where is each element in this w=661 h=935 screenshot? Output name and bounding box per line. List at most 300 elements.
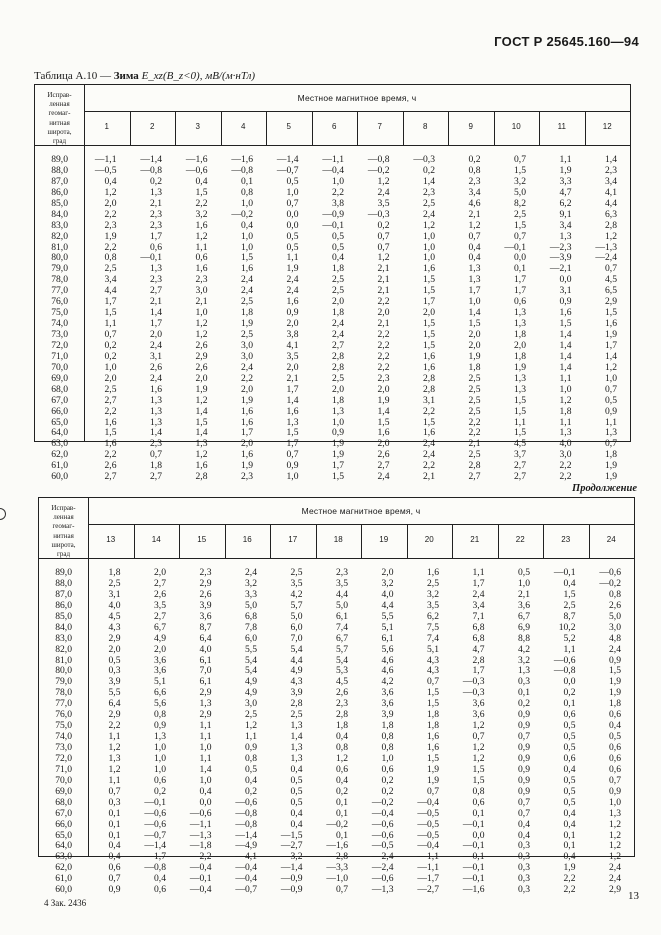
table-cell: 1,3 [514, 318, 526, 330]
table-cell: 4,5 [514, 438, 526, 450]
table-cell: 1,1 [199, 731, 212, 743]
table-cell: 0,4 [108, 851, 121, 863]
table-cell: 2,8 [332, 361, 344, 373]
table-cell: 1,9 [609, 676, 621, 688]
table-cell: 1,0 [518, 577, 530, 589]
table-cell: —1,3 [371, 884, 394, 896]
table-cell: 1,7 [514, 274, 526, 286]
table-cell: 2,4 [377, 471, 390, 483]
table-cell: 2,3 [605, 164, 617, 176]
table-cell: 3,2 [518, 654, 530, 666]
table-cell: 2,2 [104, 208, 117, 220]
table-cell: 0,6 [381, 763, 394, 775]
table-cell: 0,5 [563, 774, 576, 786]
table-cell: 1,2 [377, 252, 390, 264]
table-cell: 3,9 [381, 709, 394, 721]
latitude-header-line: широта, [51, 540, 76, 549]
table-cell: 0,8 [609, 588, 621, 600]
table-cell: 4,0 [199, 643, 212, 655]
table-cell: 2,5 [290, 709, 303, 721]
table-cell: 6,1 [381, 632, 394, 644]
table-cell: 1,1 [108, 731, 121, 743]
table-cell: 1,6 [241, 416, 253, 428]
table-cell: 5,5 [108, 687, 121, 699]
table-cell: 0,4 [563, 851, 576, 863]
latitude-value: 60,0 [51, 471, 68, 483]
table-cell: 0,9 [518, 763, 530, 775]
time-span-header: Местное магнитное время, ч [297, 93, 417, 103]
value-column [543, 568, 576, 896]
table-cell: 2,5 [332, 285, 344, 297]
table-cell: 2,4 [332, 318, 344, 330]
table-cell: 2,0 [381, 567, 394, 578]
table-cell: 3,6 [518, 599, 530, 611]
table-cell: 2,1 [150, 296, 162, 308]
table-cell: 0,7 [104, 329, 117, 340]
table-cell: 2,5 [290, 567, 303, 578]
table-cell: 1,9 [605, 460, 617, 472]
table-cell: 4,0 [381, 588, 394, 600]
table-cell: 0,4 [290, 763, 303, 775]
table-cell: 2,1 [468, 438, 481, 450]
hour-label: 4 [241, 122, 246, 131]
table-cell: —0,6 [235, 796, 257, 808]
latitude-value: 78,0 [51, 274, 68, 286]
table-cell: 1,0 [195, 307, 208, 319]
table-cell: 2,3 [150, 208, 162, 220]
table-cell: 1,6 [423, 361, 435, 373]
table-cell: 2,4 [245, 567, 257, 578]
table-cell: 0,1 [514, 263, 526, 275]
table-cell: 4,0 [108, 599, 121, 611]
table-cell: 8,2 [514, 197, 526, 209]
table-cell: 1,6 [104, 416, 117, 428]
table-cell: 2,2 [559, 471, 572, 483]
table-cell: 0,1 [108, 807, 121, 819]
table-cell: 1,2 [195, 394, 208, 406]
value-column [84, 155, 117, 483]
table-cell: 0,2 [377, 219, 390, 231]
table-cell: 9,1 [559, 208, 572, 220]
table-cell: 0,2 [245, 785, 257, 797]
table-cell: 0,1 [241, 175, 253, 187]
table-cell: 2,0 [154, 643, 166, 655]
table-cell: —1,4 [140, 154, 162, 165]
table-cell: 1,5 [423, 416, 435, 428]
latitude-value: 75,0 [51, 307, 68, 319]
value-column [403, 155, 436, 483]
latitude-value: 64,0 [55, 840, 72, 852]
table-cell: 4,4 [104, 285, 117, 297]
table-cell: —2,8 [326, 851, 348, 863]
table-cell: 6,5 [605, 285, 617, 297]
table-cell: —1,3 [189, 829, 212, 841]
table-cell: 3,1 [423, 394, 435, 406]
table-cell: 4,5 [108, 610, 121, 622]
table-cell: 0,9 [609, 785, 621, 797]
latitude-value: 68,0 [51, 383, 68, 395]
table-cell: 1,8 [332, 394, 344, 406]
table-cell: —1,6 [462, 884, 485, 896]
table-cell: 2,8 [468, 460, 481, 472]
table-cell: 0,8 [245, 752, 257, 764]
table-cell: 8,7 [199, 621, 212, 633]
table-cell: 1,6 [427, 731, 439, 743]
table-cell: 1,8 [427, 720, 439, 732]
value-column [448, 155, 481, 483]
table-cell: —1,4 [276, 154, 299, 165]
table-cell: 1,7 [286, 383, 299, 395]
table-cell: 0,9 [154, 720, 166, 732]
table-cell: 2,4 [423, 449, 435, 461]
table-cell: —2,7 [417, 884, 439, 896]
table-cell: 2,1 [377, 263, 390, 275]
table-cell: 2,2 [468, 427, 481, 439]
table-cell: 1,3 [108, 752, 121, 764]
table-cell: 0,2 [423, 164, 435, 176]
table-cell: 1,2 [609, 840, 621, 852]
table-cell: 1,9 [332, 438, 344, 450]
table-cell: 1,8 [427, 709, 439, 721]
table-cell: —0,8 [231, 164, 253, 176]
table-cell: 6,9 [518, 621, 530, 633]
table-cell: —2,2 [189, 851, 212, 863]
table-cell: —0,6 [371, 818, 394, 830]
table-cell: 1,9 [332, 449, 344, 461]
table-cell: 3,0 [245, 698, 257, 710]
table-cell: 1,3 [559, 427, 572, 439]
table-cell: 2,3 [423, 186, 435, 198]
table-cell: 2,6 [104, 460, 117, 472]
table-cell: 0,1 [336, 829, 348, 841]
table-cell: 0,6 [609, 742, 621, 753]
table-cell: 5,0 [336, 599, 348, 611]
latitude-header-line: геомаг- [48, 109, 71, 118]
table-cell: 5,0 [245, 599, 257, 611]
latitude-value: 81,0 [55, 654, 72, 666]
table-cell: 0,2 [154, 785, 166, 797]
table-cell: 5,5 [245, 643, 257, 655]
table-cell: 1,0 [609, 796, 621, 808]
table-cell: 2,8 [290, 698, 303, 710]
table-cell: 3,0 [241, 350, 253, 362]
table-cell: 1,1 [559, 416, 572, 428]
table-cell: 1,4 [559, 361, 572, 373]
table-cell: 1,2 [245, 720, 257, 732]
table-cell: 1,5 [423, 318, 435, 330]
table-cell: 7,1 [472, 610, 485, 622]
latitude-value: 84,0 [51, 208, 68, 220]
latitude-value: 79,0 [55, 676, 72, 688]
table-cell: 0,7 [427, 676, 439, 688]
table-cell: 2,6 [377, 449, 390, 461]
latitude-header-line: широта, [47, 127, 72, 136]
table-cell: 2,1 [377, 274, 390, 286]
table-cell: 1,7 [332, 460, 344, 472]
table-cell: 1,2 [472, 742, 485, 753]
table-cell: 1,9 [104, 230, 117, 242]
table-cell: —0,6 [553, 654, 576, 666]
table-cell: 0,0 [559, 274, 572, 286]
value-column [407, 568, 440, 896]
table-cell: 8,8 [518, 632, 530, 644]
table-cell: 1,0 [332, 416, 344, 428]
table-cell: 3,0 [241, 339, 253, 351]
table-cell: 1,0 [423, 230, 435, 242]
table-cell: 1,6 [559, 307, 572, 319]
table-cell: 1,6 [195, 219, 208, 231]
table-cell: 0,9 [518, 752, 530, 764]
table-cell: 4,7 [559, 186, 572, 198]
table-cell: 2,5 [468, 372, 481, 384]
table-cell: 1,8 [150, 460, 162, 472]
table-cell: 2,5 [104, 383, 117, 395]
table-cell: 1,5 [332, 471, 344, 483]
table-cell: 1,3 [154, 731, 166, 743]
table-cell: 2,1 [468, 208, 481, 220]
hour-label: 17 [288, 535, 298, 544]
table-cell: 1,8 [332, 263, 344, 275]
table-cell: 3,8 [332, 197, 344, 209]
table-cell: 1,3 [468, 274, 481, 286]
hour-label: 18 [333, 535, 343, 544]
table-cell: 2,2 [559, 460, 572, 472]
table-cell: 1,0 [241, 197, 253, 209]
table-cell: 1,2 [609, 829, 621, 841]
latitude-value: 80,0 [55, 665, 72, 677]
table-cell: 2,6 [609, 599, 621, 611]
footer-order-note: 4 Зак. 2436 [44, 898, 87, 908]
table-cell: 3,5 [154, 599, 166, 611]
table-cell: 5,4 [245, 665, 257, 677]
table-cell: 4,5 [336, 676, 348, 688]
table-cell: 2,9 [108, 632, 121, 644]
table-cell: 2,6 [150, 361, 162, 373]
table-cell: 0,2 [518, 698, 530, 710]
table-cell: 1,9 [605, 471, 617, 483]
table-cell: 2,7 [104, 471, 117, 483]
table-cell: —0,8 [235, 807, 257, 819]
table-cell: 0,7 [518, 796, 530, 808]
table-cell: 0,9 [609, 654, 621, 666]
latitude-value: 82,0 [55, 643, 72, 655]
table-cell: 3,0 [195, 285, 208, 297]
table-cell: 1,0 [423, 241, 435, 253]
table-cell: 0,7 [472, 731, 485, 743]
table-cell: —0,8 [553, 665, 576, 677]
table-cell: —1,1 [189, 818, 212, 830]
table-cell: 0,4 [518, 829, 530, 841]
table-cell: —0,6 [189, 807, 212, 819]
table-cell: 3,3 [245, 588, 257, 600]
table-cell: —0,2 [326, 818, 348, 830]
table-cell: 2,2 [195, 197, 208, 209]
table-cell: —2,1 [549, 263, 572, 275]
table-cell: 2,2 [423, 460, 435, 472]
table-cell: 1,2 [559, 394, 572, 406]
table-cell: 1,0 [286, 186, 299, 198]
table-cell: —0,4 [235, 862, 257, 874]
table-cell: —2,4 [371, 851, 394, 863]
table-cell: 2,1 [195, 296, 208, 308]
table-cell: —0,4 [189, 884, 212, 896]
table-cell: 1,3 [514, 307, 526, 319]
table-cell: 0,2 [104, 339, 117, 351]
latitude-header-line: геомаг- [52, 522, 75, 531]
table-cell: 6,1 [199, 676, 212, 688]
table-cell: 0,5 [563, 785, 576, 797]
table-cell: 5,1 [427, 643, 439, 655]
latitude-header-line: нитная [49, 118, 70, 127]
table-cell: 0,9 [518, 774, 530, 786]
table-cell: 1,5 [514, 394, 526, 406]
table-cell: 2,7 [468, 471, 481, 483]
table-cell: 0,9 [286, 307, 299, 319]
table-cell: 2,3 [336, 698, 348, 710]
table-cell: 1,0 [199, 774, 212, 786]
table-cell: 2,1 [423, 471, 435, 483]
table-cell: 4,5 [605, 274, 617, 286]
table-cell: 0,4 [199, 785, 212, 797]
table-cell: 2,8 [336, 709, 348, 721]
table-cell: 1,9 [241, 394, 253, 406]
latitude-value: 74,0 [55, 731, 72, 743]
value-column [361, 568, 394, 896]
table-cell: 1,2 [468, 219, 481, 231]
table-cell: 4,0 [559, 438, 572, 450]
table-cell: 0,3 [108, 665, 121, 677]
table-cell: 1,4 [150, 307, 162, 319]
table-cell: 1,9 [195, 383, 208, 395]
table-cell: 5,0 [290, 610, 303, 622]
latitude-header [39, 504, 88, 559]
table-cell: 1,9 [514, 361, 526, 373]
table-cell: 2,5 [468, 394, 481, 406]
table-cell: 0,9 [605, 405, 617, 417]
table-cell: 0,7 [108, 873, 121, 885]
latitude-value: 71,0 [51, 350, 68, 362]
table-cell: 0,1 [563, 698, 576, 710]
table-cell: 1,9 [605, 329, 617, 340]
latitude-value: 88,0 [55, 577, 72, 589]
table-cell: 1,4 [605, 154, 617, 165]
table-cell: 3,2 [514, 175, 526, 187]
table-cell: 6,8 [472, 632, 485, 644]
table-hours-1-12 [34, 84, 631, 483]
table-cell: —1,5 [280, 829, 303, 841]
table-cell: 1,0 [199, 742, 212, 753]
table-cell: 6,7 [336, 632, 348, 644]
table-cell: 1,4 [195, 405, 208, 417]
table-cell: 2,2 [563, 884, 576, 896]
table-cell: 1,5 [427, 752, 439, 764]
table-cell: 0,4 [241, 219, 253, 231]
table-cell: 0,6 [563, 752, 576, 764]
table-cell: 0,5 [563, 731, 576, 743]
table-cell: 0,4 [468, 241, 481, 253]
table-cell: 0,7 [518, 731, 530, 743]
table-cell: —0,4 [417, 796, 439, 808]
hour-label: 16 [242, 535, 252, 544]
table-cell: 2,6 [336, 687, 348, 699]
table-cell: 1,6 [195, 263, 208, 275]
table-cell: 2,4 [241, 361, 253, 373]
table-cell: 1,4 [286, 394, 299, 406]
table-cell: 1,0 [104, 361, 117, 373]
table-cell: 1,8 [336, 720, 348, 732]
table-cell: 0,6 [108, 862, 121, 874]
table-cell: 1,8 [241, 307, 253, 319]
table-cell: 1,1 [104, 318, 117, 330]
table-cell: 3,6 [381, 687, 394, 699]
table-cell: 3,2 [381, 577, 394, 589]
table-cell: 2,2 [104, 449, 117, 461]
table-cell: 2,5 [468, 405, 481, 417]
table-cell: 0,4 [609, 720, 621, 732]
table-cell: 0,2 [381, 785, 394, 797]
latitude-value: 65,0 [51, 416, 68, 428]
table-cell: 1,2 [195, 230, 208, 242]
table-cell: 4,3 [427, 654, 439, 666]
table-cell: 1,3 [150, 263, 162, 275]
table-cell: 0,9 [518, 785, 530, 797]
table-cell: 1,2 [472, 720, 485, 732]
value-column [498, 568, 531, 896]
table-cell: 1,3 [195, 438, 208, 450]
table-cell: 3,3 [559, 175, 572, 187]
table-cell: —1,0 [326, 873, 348, 885]
table-cell: 6,1 [199, 654, 212, 666]
table-cell: 2,9 [199, 709, 212, 721]
table-cell: 1,5 [605, 307, 617, 319]
table-cell: 3,2 [245, 577, 257, 589]
hour-label: 10 [511, 122, 521, 131]
table-cell: 2,0 [286, 318, 299, 330]
table-cell: 2,3 [241, 471, 253, 483]
table-cell: 2,2 [241, 372, 253, 384]
table-cell: 1,6 [605, 318, 617, 330]
table-cell: 0,4 [290, 818, 303, 830]
latitude-header-line: ленная [49, 100, 70, 109]
table-cell: 1,8 [108, 567, 121, 578]
table-cell: —2,3 [549, 241, 572, 253]
latitude-value: 73,0 [55, 742, 72, 753]
table-cell: 0,7 [336, 884, 348, 896]
table-cell: 1,6 [427, 742, 439, 753]
table-cell: —2,4 [371, 862, 394, 874]
table-cell: 5,1 [381, 621, 394, 633]
table-cell: 1,3 [150, 416, 162, 428]
table-cell: 1,3 [332, 405, 344, 417]
table-cell: 1,6 [377, 427, 390, 439]
value-column [130, 155, 163, 483]
table-cell: 1,7 [150, 318, 162, 330]
latitude-value: 65,0 [55, 829, 72, 841]
table-cell: 1,5 [195, 186, 208, 198]
table-cell: 2,2 [377, 329, 390, 340]
table-cell: 0,5 [290, 785, 303, 797]
table-cell: 1,6 [286, 296, 299, 308]
table-cell: 2,5 [332, 274, 344, 286]
table-cell: 1,4 [559, 339, 572, 351]
table-cell: 1,2 [336, 752, 348, 764]
table-cell: 1,6 [286, 405, 299, 417]
table-cell: 1,1 [199, 752, 212, 764]
table-cell: 6,3 [605, 208, 617, 220]
table-cell: —0,2 [367, 164, 390, 176]
latitude-value: 82,0 [51, 230, 68, 242]
table-cell: 6,7 [154, 621, 166, 633]
